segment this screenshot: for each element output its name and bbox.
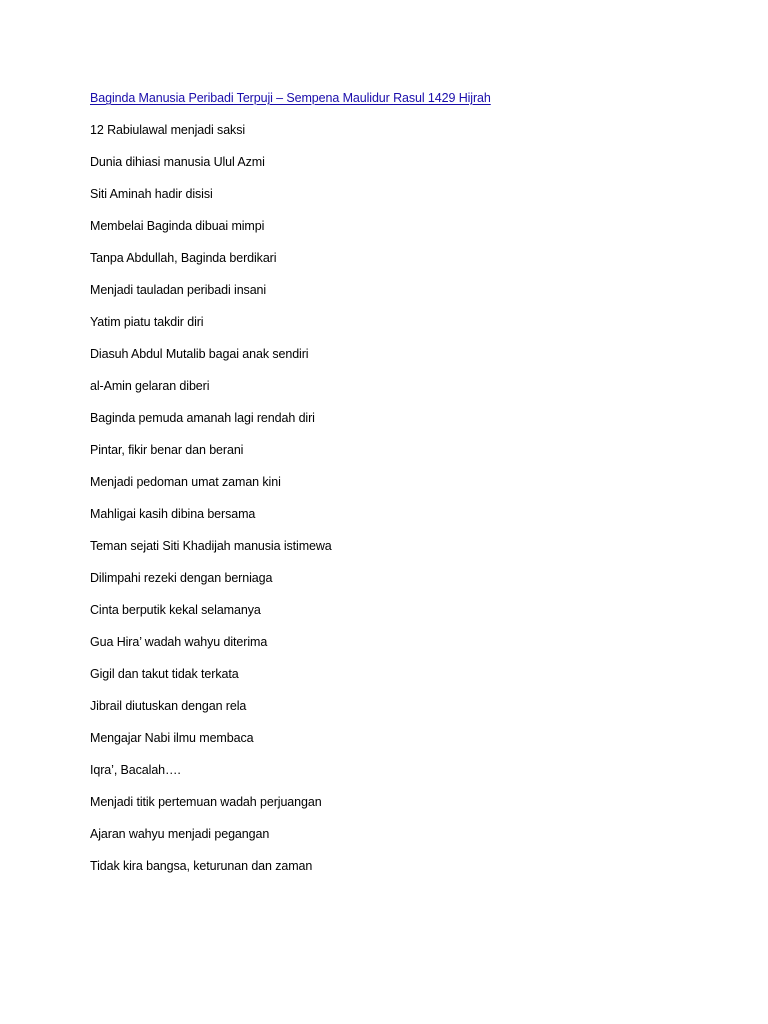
poem-line: Baginda pemuda amanah lagi rendah diri — [90, 411, 315, 425]
poem-line: Mengajar Nabi ilmu membaca — [90, 731, 254, 745]
poem-line: Pintar, fikir benar dan berani — [90, 443, 244, 457]
poem-line: Teman sejati Siti Khadijah manusia istimewa — [90, 539, 332, 553]
poem-line: Gigil dan takut tidak terkata — [90, 667, 239, 681]
poem-line: Tanpa Abdullah, Baginda berdikari — [90, 251, 277, 265]
title-link[interactable]: Baginda Manusia Peribadi Terpuji – Sempena Maulidur Rasul 1429 Hijrah — [90, 91, 491, 105]
poem-line: Ajaran wahyu menjadi pegangan — [90, 827, 270, 841]
poem-line: Dilimpahi rezeki dengan berniaga — [90, 571, 273, 585]
poem-line: Tidak kira bangsa, keturunan dan zaman — [90, 859, 313, 873]
poem-line: Menjadi pedoman umat zaman kini — [90, 475, 281, 489]
poem-line: Cinta berputik kekal selamanya — [90, 603, 261, 617]
poem-line: 12 Rabiulawal menjadi saksi — [90, 123, 246, 137]
poem-line: Yatim piatu takdir diri — [90, 315, 204, 329]
poem-line: Gua Hira’ wadah wahyu diterima — [90, 635, 268, 649]
poem-line: Menjadi titik pertemuan wadah perjuangan — [90, 795, 322, 809]
poem-line: Jibrail diutuskan dengan rela — [90, 699, 247, 713]
poem-line: Iqra’, Bacalah…. — [90, 763, 181, 777]
poem-line: Mahligai kasih dibina bersama — [90, 507, 256, 521]
poem-line: Dunia dihiasi manusia Ulul Azmi — [90, 155, 265, 169]
poem-line: Membelai Baginda dibuai mimpi — [90, 219, 265, 233]
poem-line: Menjadi tauladan peribadi insani — [90, 283, 267, 297]
poem-body — [90, 120, 730, 876]
document-page — [90, 88, 730, 888]
poem-line: al-Amin gelaran diberi — [90, 379, 210, 393]
poem-line: Siti Aminah hadir disisi — [90, 187, 213, 201]
poem-line: Diasuh Abdul Mutalib bagai anak sendiri — [90, 347, 309, 361]
